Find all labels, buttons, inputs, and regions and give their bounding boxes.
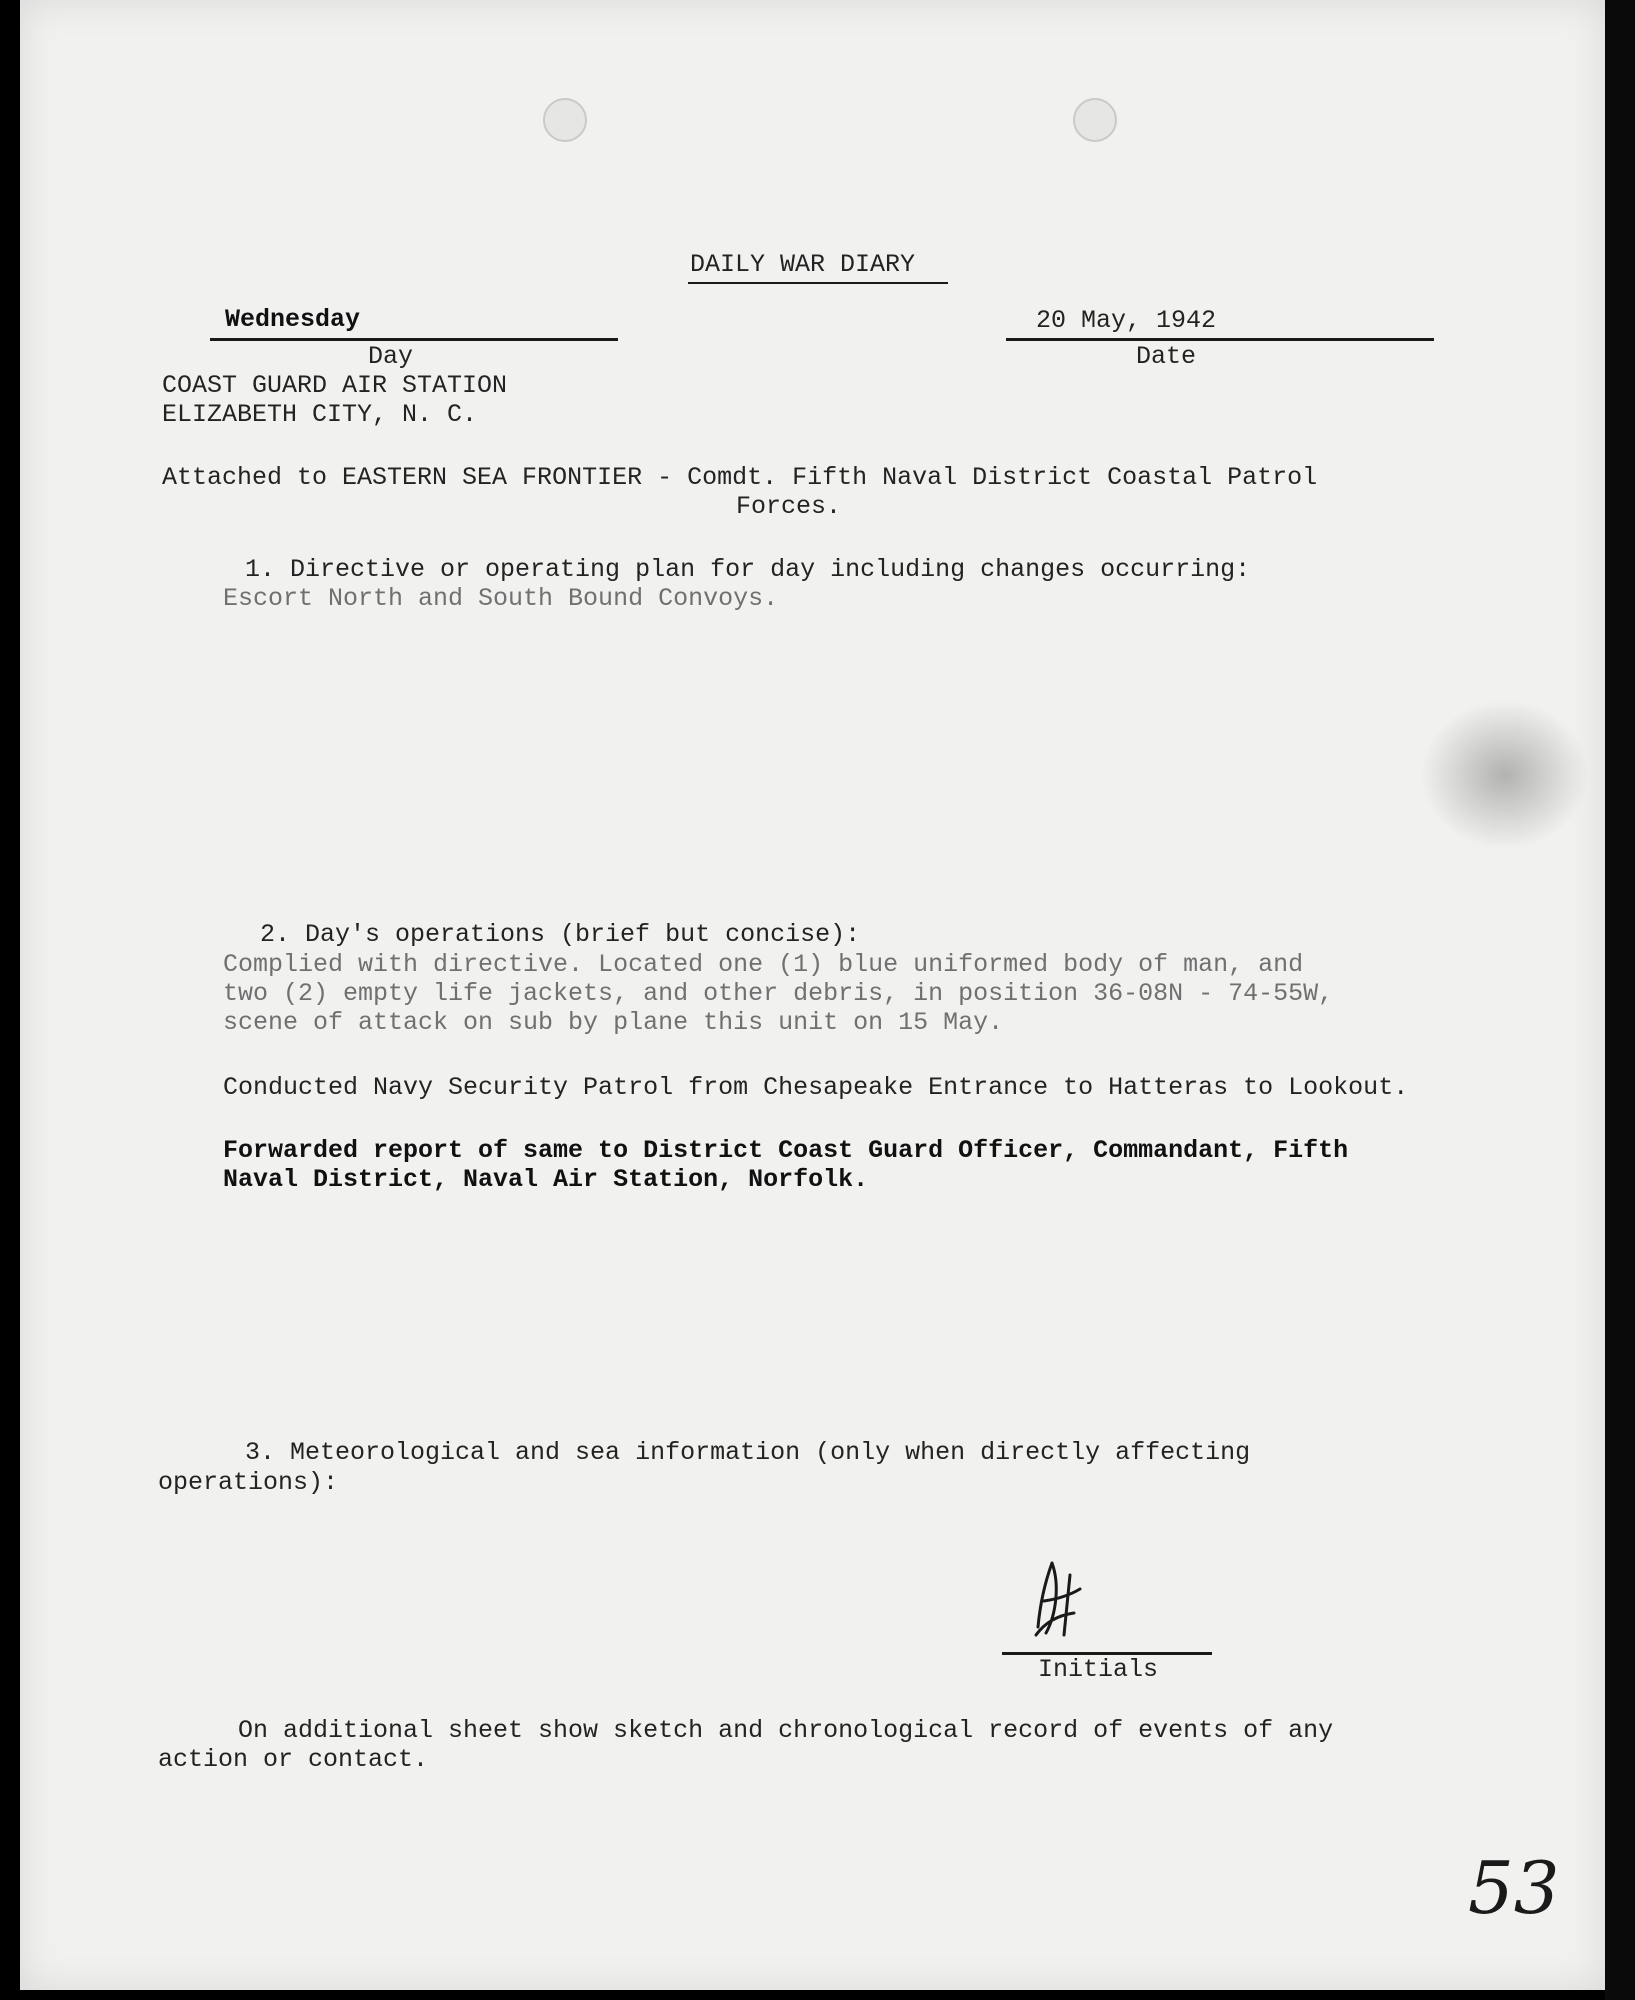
section1-body: Escort North and South Bound Convoys. bbox=[223, 584, 779, 613]
section2-forwarded-1: Forwarded report of same to District Coast Guard Officer, Commandant, Fifth bbox=[223, 1136, 1349, 1165]
section2-line-3: scene of attack on sub by plane this unit on 15 May. bbox=[223, 1008, 1004, 1037]
page-number: 53 bbox=[1468, 1846, 1560, 1930]
attached-line-2: Forces. bbox=[736, 492, 842, 521]
section3-heading-1: 3. Meteorological and sea information (only when directly affecting bbox=[245, 1438, 1251, 1467]
day-label: Day bbox=[368, 342, 414, 371]
punch-hole-right bbox=[1073, 98, 1117, 142]
footer-line-1: On additional sheet show sketch and chronological record of events of any bbox=[238, 1716, 1334, 1745]
section3-heading-2: operations): bbox=[158, 1468, 339, 1497]
footer-line-2: action or contact. bbox=[158, 1745, 429, 1774]
document-page bbox=[20, 0, 1605, 1990]
title-underline bbox=[688, 282, 948, 284]
section2-heading: 2. Day's operations (brief but concise): bbox=[260, 920, 861, 949]
date-rule bbox=[1006, 338, 1434, 341]
section2-line-1: Complied with directive. Located one (1) blue uniformed body of man, and bbox=[223, 950, 1304, 979]
station-line-1: COAST GUARD AIR STATION bbox=[162, 371, 508, 400]
date-label: Date bbox=[1136, 342, 1197, 371]
attached-line-1: Attached to EASTERN SEA FRONTIER - Comdt. Fifth Naval District Coastal Patrol bbox=[162, 463, 1318, 492]
section2-line-2: two (2) empty life jackets, and other debris, in position 36-08N - 74-55W, bbox=[223, 979, 1334, 1008]
day-value: Wednesday bbox=[225, 305, 361, 334]
scan-edge bbox=[1605, 0, 1635, 2000]
section1-heading: 1. Directive or operating plan for day including changes occurring: bbox=[245, 555, 1251, 584]
station-line-2: ELIZABETH CITY, N. C. bbox=[162, 400, 478, 429]
day-rule bbox=[210, 338, 618, 341]
initials-signature bbox=[1030, 1555, 1090, 1645]
section2-forwarded-2: Naval District, Naval Air Station, Norfolk. bbox=[223, 1165, 869, 1194]
section2-patrol: Conducted Navy Security Patrol from Chesapeake Entrance to Hatteras to Lookout. bbox=[223, 1073, 1409, 1102]
punch-hole-left bbox=[543, 98, 587, 142]
ink-smudge bbox=[1420, 700, 1590, 850]
date-value: 20 May, 1942 bbox=[1036, 306, 1217, 335]
document-title: DAILY WAR DIARY bbox=[690, 250, 916, 279]
initials-label: Initials bbox=[1038, 1655, 1159, 1684]
